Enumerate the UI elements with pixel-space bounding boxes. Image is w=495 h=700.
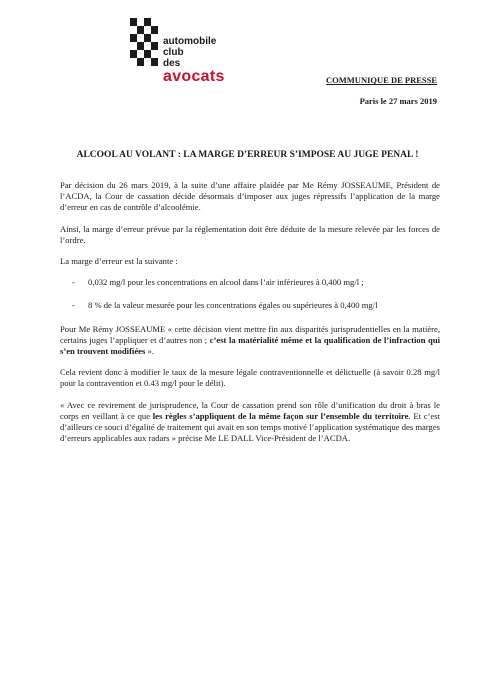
paragraph-5: Cela revient donc à modifier le taux de la mesure légale contraventionnelle et délictuelle (à savoir 0.28 mg/l pour la contravention et 0.43 mg/l pour le délit). — [60, 367, 440, 389]
paragraph-4-text: Pour Me Rémy JOSSEAUME « cette décision vient mettre fin aux disparités jurisprudentielles en la matière, certains juges l’appliquer et d’autres non ; — [60, 323, 440, 345]
paragraph-2: Ainsi, la marge d’erreur prévue par la réglementation doit être déduite de la mesure relevée par les forces de l’ordre. — [60, 223, 440, 245]
logo-word-avocats: avocats — [163, 68, 225, 85]
paragraph-6 — [60, 400, 440, 445]
paragraph-6-text: « Avec ce revirement de jurisprudence, la Cour de cassation prend son rôle d’unification du droit à bras le corps en veillant à ce que — [60, 399, 440, 421]
bullet-text-2: 8 % de la valeur mesurée pour les concentrations égales ou supérieures à 0,400 mg/l — [88, 300, 378, 311]
logo-word-des: des — [163, 58, 181, 69]
paragraph-6-emphasis: les règles s’appliquent de la même façon sur l’ensemble du territoire — [152, 410, 409, 421]
paragraph-6-end: . Et c’est d’ailleurs ce souci d’égalité de traitement qui avait en son temps motivé l’application systématique des marges d’erreurs applicables aux radars » précise Me LE DALL Vice-Président de l’ACDA. — [60, 410, 441, 444]
paragraph-4-end: ». — [145, 346, 154, 357]
acda-logo — [130, 18, 280, 88]
paragraph-3: La marge d’erreur est la suivante : — [60, 256, 178, 267]
bullet-dash: - — [72, 300, 75, 311]
logo-word-automobile: automobile — [163, 36, 217, 47]
bullet-dash: - — [72, 277, 75, 288]
bullet-text-1: 0,032 mg/l pour les concentrations en alcool dans l’air inférieures à 0,400 mg/l ; — [88, 277, 364, 288]
logo-word-club: club — [163, 47, 184, 58]
paragraph-4 — [60, 324, 440, 358]
press-release-label: COMMUNIQUE DE PRESSE — [326, 75, 437, 85]
checkered-flag-icon — [130, 18, 158, 66]
paragraph-4-emphasis: c’est la matérialité même et la qualification de l’infraction qui s’en trouvent modifiées — [60, 334, 440, 357]
list-item — [60, 300, 440, 311]
list-item — [60, 277, 440, 288]
document-body — [60, 180, 440, 454]
document-title: ALCOOL AU VOLANT : LA MARGE D’ERREUR S’IMPOSE AU JUGE PENAL ! — [76, 150, 419, 160]
paragraph-1: Par décision du 26 mars 2019, à la suite d’une affaire plaidée par Me Rémy JOSSEAUME, Président de l’ACDA, la Cour de cassation décide désormais d’imposer aux juges répressifs l’application de la marge d’erreur en cas de contrôle d’alcoolémie. — [60, 180, 440, 213]
release-date: Paris le 27 mars 2019 — [359, 96, 437, 106]
